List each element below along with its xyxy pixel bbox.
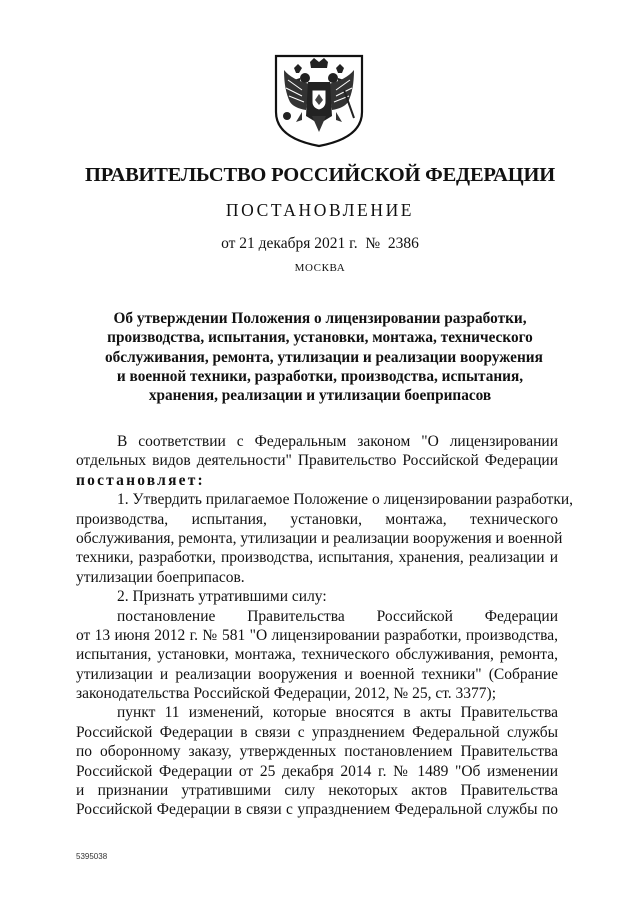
subject-line: хранения, реализации и утилизации боеприпасов bbox=[148, 387, 492, 405]
body-line: утилизации и реализации вооружения и военной техники" (Собрание bbox=[76, 665, 558, 683]
russian-coat-of-arms-icon bbox=[272, 50, 366, 148]
body-line: по оборонному заказу, утвержденных постановлением Правительства bbox=[76, 743, 558, 761]
date-and-number: от 21 декабря 2021 г. № 2386 bbox=[221, 235, 419, 252]
subject-line: Об утверждении Положения о лицензировании разработки, bbox=[113, 310, 527, 327]
body-line: техники, разработки, производства, испытания, хранения, реализации и bbox=[76, 549, 558, 567]
body-line: пункт 11 изменений, которые вносятся в акты Правительства bbox=[117, 704, 558, 722]
document-type: ПОСТАНОВЛЕНИЕ bbox=[225, 200, 415, 220]
document-barcode-number: 5395038 bbox=[76, 852, 108, 861]
body-line: 2. Признать утратившими силу: bbox=[117, 588, 327, 606]
document-subject bbox=[105, 309, 543, 405]
body-line: испытания, установки, монтажа, технического обслуживания, ремонта, bbox=[76, 646, 558, 664]
body-line: Российской Федерации от 25 декабря 2014 г. № 1489 "Об изменении bbox=[76, 762, 558, 780]
body-line: 1. Утвердить прилагаемое Положение о лицензировании разработки, bbox=[117, 491, 574, 509]
resolves-keyword: постановляет: bbox=[76, 471, 205, 489]
body-line: утилизации боеприпасов. bbox=[76, 568, 245, 586]
body-line: законодательства Российской Федерации, 2012, № 25, ст. 3377); bbox=[76, 685, 497, 703]
document-body bbox=[76, 432, 574, 820]
subject-line: производства, испытания, установки, монтажа, технического bbox=[107, 329, 533, 347]
body-line: В соответствии с Федеральным законом "О лицензировании bbox=[117, 433, 558, 450]
body-line: Российской Федерации в связи с упразднением Федеральной службы по bbox=[76, 801, 558, 819]
city: МОСКВА bbox=[294, 262, 346, 274]
body-line: от 13 июня 2012 г. № 581 "О лицензировании разработки, производства, bbox=[76, 626, 558, 644]
government-title: ПРАВИТЕЛЬСТВО РОССИЙСКОЙ ФЕДЕРАЦИИ bbox=[85, 164, 555, 186]
subject-line: и военной техники, разработки, производства, испытания, bbox=[116, 367, 524, 385]
subject-line: обслуживания, ремонта, утилизации и реализации вооружения bbox=[105, 348, 543, 366]
body-line: Российской Федерации в связи с упразднением Федеральной службы bbox=[76, 723, 558, 741]
body-line: постановление Правительства Российской Федерации bbox=[117, 607, 558, 625]
body-line: производства, испытания, установки, монтажа, технического bbox=[76, 510, 558, 528]
body-line: обслуживания, ремонта, утилизации и реализации вооружения и военной bbox=[76, 529, 563, 547]
body-line: и признании утратившими силу некоторых актов Правительства bbox=[76, 782, 558, 800]
body-line: отдельных видов деятельности" Правительство Российской Федерации bbox=[76, 452, 558, 470]
